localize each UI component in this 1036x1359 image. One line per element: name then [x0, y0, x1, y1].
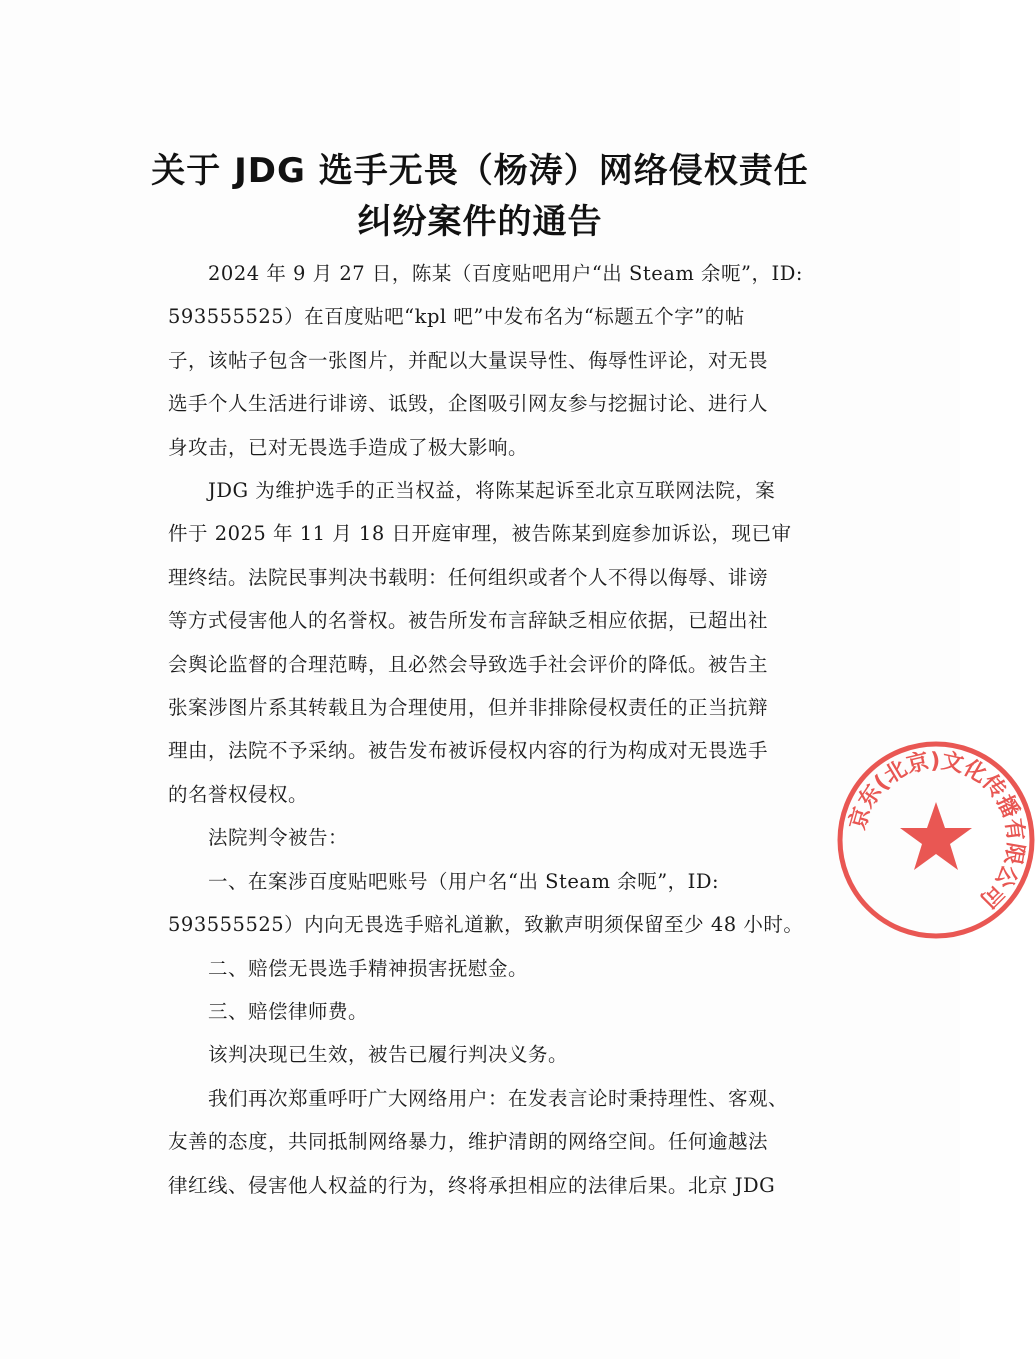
body-line: 一、在案涉百度贴吧账号（用户名“出 Steam 余呃”，ID: [208, 869, 720, 893]
seal-star-icon [900, 802, 972, 870]
body-line: 法院判令被告： [208, 826, 349, 850]
body-line: 理终结。法院民事判决书载明：任何组织或者个人不得以侮辱、诽谤 [168, 565, 769, 589]
body-line: 子，该帖子包含一张图片，并配以大量误导性、侮辱性评论，对无畏 [168, 348, 769, 372]
body-line: 友善的态度，共同抵制网络暴力，维护清朗的网络空间。任何逾越法 [168, 1130, 769, 1154]
body-line: 理由，法院不予采纳。被告发布被诉侵权内容的行为构成对无畏选手 [168, 739, 769, 763]
body-line: 律红线、侵害他人权益的行为，终将承担相应的法律后果。北京 JDG [168, 1173, 776, 1197]
body-line: 的名誉权侵权。 [168, 782, 309, 806]
body-line: 身攻击，已对无畏选手造成了极大影响。 [168, 435, 529, 459]
document-title-line1: 关于 JDG 选手无畏（杨涛）网络侵权责任 [151, 151, 809, 191]
body-line: JDG 为维护选手的正当权益，将陈某起诉至北京互联网法院，案 [208, 479, 776, 503]
body-line: 选手个人生活进行诽谤、诋毁，企图吸引网友参与挖掘讨论、进行人 [168, 392, 769, 416]
seal-text: 京东(北京)文化传播有限公司 [845, 748, 1028, 913]
body-line: 件于 2025 年 11 月 18 日开庭审理，被告陈某到庭参加诉讼，现已审 [168, 522, 792, 546]
document-body [168, 252, 804, 1207]
body-line: 我们再次郑重呼吁广大网络用户：在发表言论时秉持理性、客观、 [208, 1086, 789, 1110]
body-line: 该判决现已生效，被告已履行判决义务。 [208, 1043, 569, 1067]
body-line: 会舆论监督的合理范畴，且必然会导致选手社会评价的降低。被告主 [168, 652, 769, 676]
company-seal-stamp [836, 740, 1036, 940]
body-line: 二、赔偿无畏选手精神损害抚慰金。 [208, 956, 529, 980]
body-line: 593555525）内向无畏选手赔礼道歉，致歉声明须保留至少 48 小时。 [168, 913, 804, 937]
body-line: 593555525）在百度贴吧“kpl 吧”中发布名为“标题五个字”的帖 [168, 305, 745, 329]
body-line: 张案涉图片系其转载且为合理使用，但并非排除侵权责任的正当抗辩 [168, 696, 769, 720]
body-line: 三、赔偿律师费。 [208, 999, 369, 1023]
body-line: 等方式侵害他人的名誉权。被告所发布言辞缺乏相应依据，已超出社 [168, 609, 769, 633]
body-line: 2024 年 9 月 27 日，陈某（百度贴吧用户“出 Steam 余呃”，ID: [208, 262, 803, 285]
document-title-line2: 纠纷案件的通告 [357, 202, 603, 242]
